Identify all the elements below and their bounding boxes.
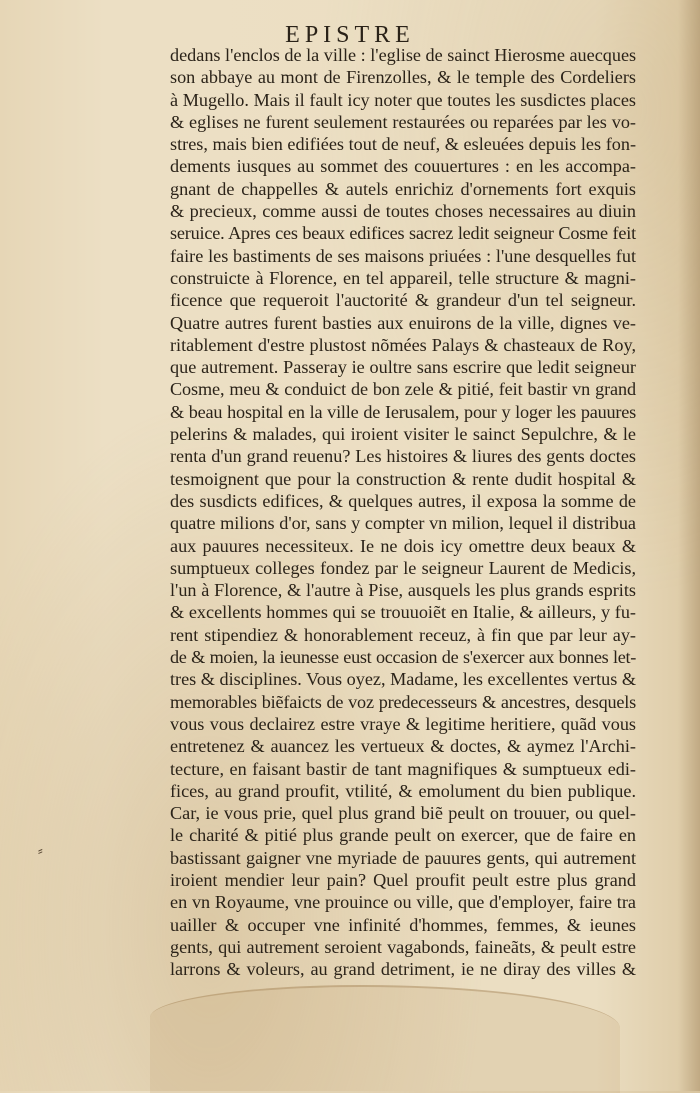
text-line: gnant de chappelles & autels enrichiz d'ornements fort exquis bbox=[170, 178, 636, 199]
text-line: en vn Royaume, vne prouince ou ville, que d'employer, faire tra bbox=[170, 892, 636, 913]
text-line: vous vous declairez estre vraye & legitime heritiere, quãd vous bbox=[170, 713, 636, 734]
text-line: rent stipendiez & honorablement receuz, à fin que par leur ay- bbox=[170, 624, 636, 645]
text-line: son abbaye au mont de Firenzolles, & le temple des Cordeliers bbox=[170, 67, 636, 88]
margin-mark: ⸗ bbox=[38, 843, 43, 859]
text-line: pelerins & malades, qui iroient visiter le sainct Sepulchre, & le bbox=[170, 424, 636, 445]
text-line: & excellents hommes qui se trouuoiẽt en Italie, & ailleurs, y fu- bbox=[170, 602, 636, 623]
text-line: le charité & pitié plus grande peult on exercer, que de faire en bbox=[170, 825, 636, 846]
text-line: de & moien, la ieunesse eust occasion de s'exercer aux bonnes let- bbox=[170, 647, 636, 668]
text-line: Quatre autres furent basties aux enuirons de la ville, dignes ve- bbox=[170, 312, 636, 333]
text-line: ficence que requeroit l'auctorité & grandeur d'un tel seigneur. bbox=[170, 290, 636, 311]
text-line: renta d'un grand reuenu? Les histoires & liures des gents doctes bbox=[170, 446, 636, 467]
text-line: dedans l'enclos de la ville : l'eglise de sainct Hierosme auecques bbox=[170, 45, 637, 65]
text-line: & eglises ne furent seulement restaurées ou reparées par les vo- bbox=[170, 111, 636, 132]
text-line: uailler & occuper vne infinité d'hommes, femmes, & ieunes bbox=[170, 914, 636, 935]
text-line: tesmoignent que pour la construction & rente dudit hospital & bbox=[170, 468, 636, 489]
text-line: ritablement d'estre plustost nõmées Palays & chasteaux de Roy, bbox=[170, 334, 636, 355]
text-line: larrons & voleurs, au grand detriment, ie ne diray des villes & bbox=[170, 959, 636, 980]
running-head: EPISTRE bbox=[285, 22, 415, 48]
text-line: aux pauures necessiteux. Ie ne dois icy omettre deux beaux & bbox=[170, 535, 636, 556]
text-line: à Mugello. Mais il fault icy noter que toutes les susdictes places bbox=[170, 89, 636, 110]
text-line: tres & disciplines. Vous oyez, Madame, les excellentes vertus & bbox=[170, 669, 637, 690]
text-line: tecture, en faisant bastir de tant magnifiques & sumptueux edi- bbox=[170, 758, 636, 779]
text-line: memorables biẽfaicts de voz predecesseurs & ancestres, desquels bbox=[170, 691, 636, 712]
text-line: Car, ie vous prie, quel plus grand biẽ peult on trouuer, ou quel- bbox=[170, 803, 636, 824]
text-line: seruice. Apres ces beaux edifices sacrez ledit seigneur Cosme feit bbox=[170, 223, 636, 244]
text-line: que autrement. Passeray ie oultre sans escrire que ledit seigneur bbox=[170, 357, 636, 378]
page-edge-shadow bbox=[678, 0, 700, 1091]
text-line: bastissant gaigner vne myriade de pauures gents, qui autrement bbox=[170, 847, 636, 868]
body-text bbox=[170, 44, 636, 980]
text-line: fices, au grand proufit, vtilité, & emolument du bien publique. bbox=[170, 780, 636, 801]
text-line: sumptueux colleges fondez par le seigneur Laurent de Medicis, bbox=[170, 557, 636, 578]
text-line: l'un à Florence, & l'autre à Pise, ausquels les plus grands esprits bbox=[170, 580, 636, 601]
text-line: & precieux, comme aussi de toutes choses necessaires au diuin bbox=[170, 201, 636, 222]
text-line: faire les bastiments de ses maisons priuées : l'une desquelles fut bbox=[170, 245, 636, 266]
text-line: quatre milions d'or, sans y compter vn milion, lequel il distribua bbox=[170, 513, 636, 534]
text-line: entretenez & auancez les vertueux & doctes, & aymez l'Archi- bbox=[170, 736, 636, 757]
text-line: & beau hospital en la ville de Ierusalem, pour y loger les pauures bbox=[170, 401, 636, 422]
text-line: dements iusques au sommet des couuertures : en les accompa- bbox=[170, 156, 636, 177]
water-stain bbox=[150, 985, 620, 1093]
text-line: Cosme, meu & conduict de bon zele & pitié, feit bastir vn grand bbox=[170, 379, 636, 400]
text-line: gents, qui autrement seroient vagabonds, faineãts, & peult estre bbox=[170, 936, 636, 957]
text-line: iroient mendier leur pain? Quel proufit peult estre plus grand bbox=[170, 869, 636, 890]
text-line: des susdicts edifices, & quelques autres, il exposa la somme de bbox=[170, 490, 636, 511]
text-line: construicte à Florence, en tel appareil, telle structure & magni- bbox=[170, 267, 636, 288]
text-line: stres, mais bien edifiées tout de neuf, & esleuées depuis les fon- bbox=[170, 134, 636, 155]
